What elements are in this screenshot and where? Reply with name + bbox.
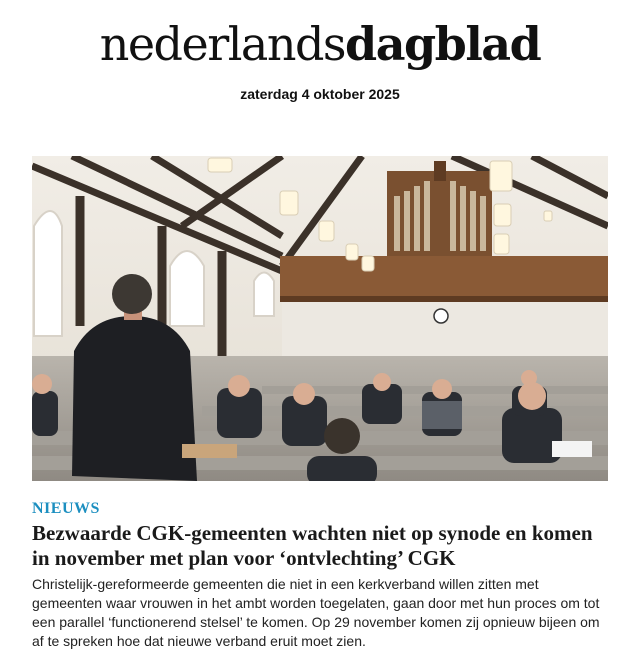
logo-part-light: nederlands: [99, 17, 346, 71]
section-label[interactable]: NIEUWS: [32, 500, 100, 517]
edition-date: zaterdag 4 oktober 2025: [240, 86, 400, 102]
article-headline[interactable]: Bezwaarde CGK-gemeenten wachten niet op synode en komen in november met plan voor ‘ontvlechting’ CGK: [32, 521, 593, 570]
masthead: [0, 14, 640, 74]
article-photo[interactable]: [32, 156, 608, 481]
pipe-organ: [387, 171, 492, 256]
article-lead: Christelijk-gereformeerde gemeenten die niet in een kerkverband willen zitten met gemeenten waar vrouwen in het ambt worden toegelaten, gaan door met hun proces om tot een parallel ‘functionerend stelsel’ te komen. Op 29 november komen zij opnieuw bijeen om af te spreken hoe dat nieuwe verband eruit moet zien.: [32, 576, 600, 649]
newspaper-logo[interactable]: [0, 14, 640, 74]
church-meeting-image: [32, 156, 608, 481]
logo-part-bold: dagblad: [345, 17, 541, 71]
